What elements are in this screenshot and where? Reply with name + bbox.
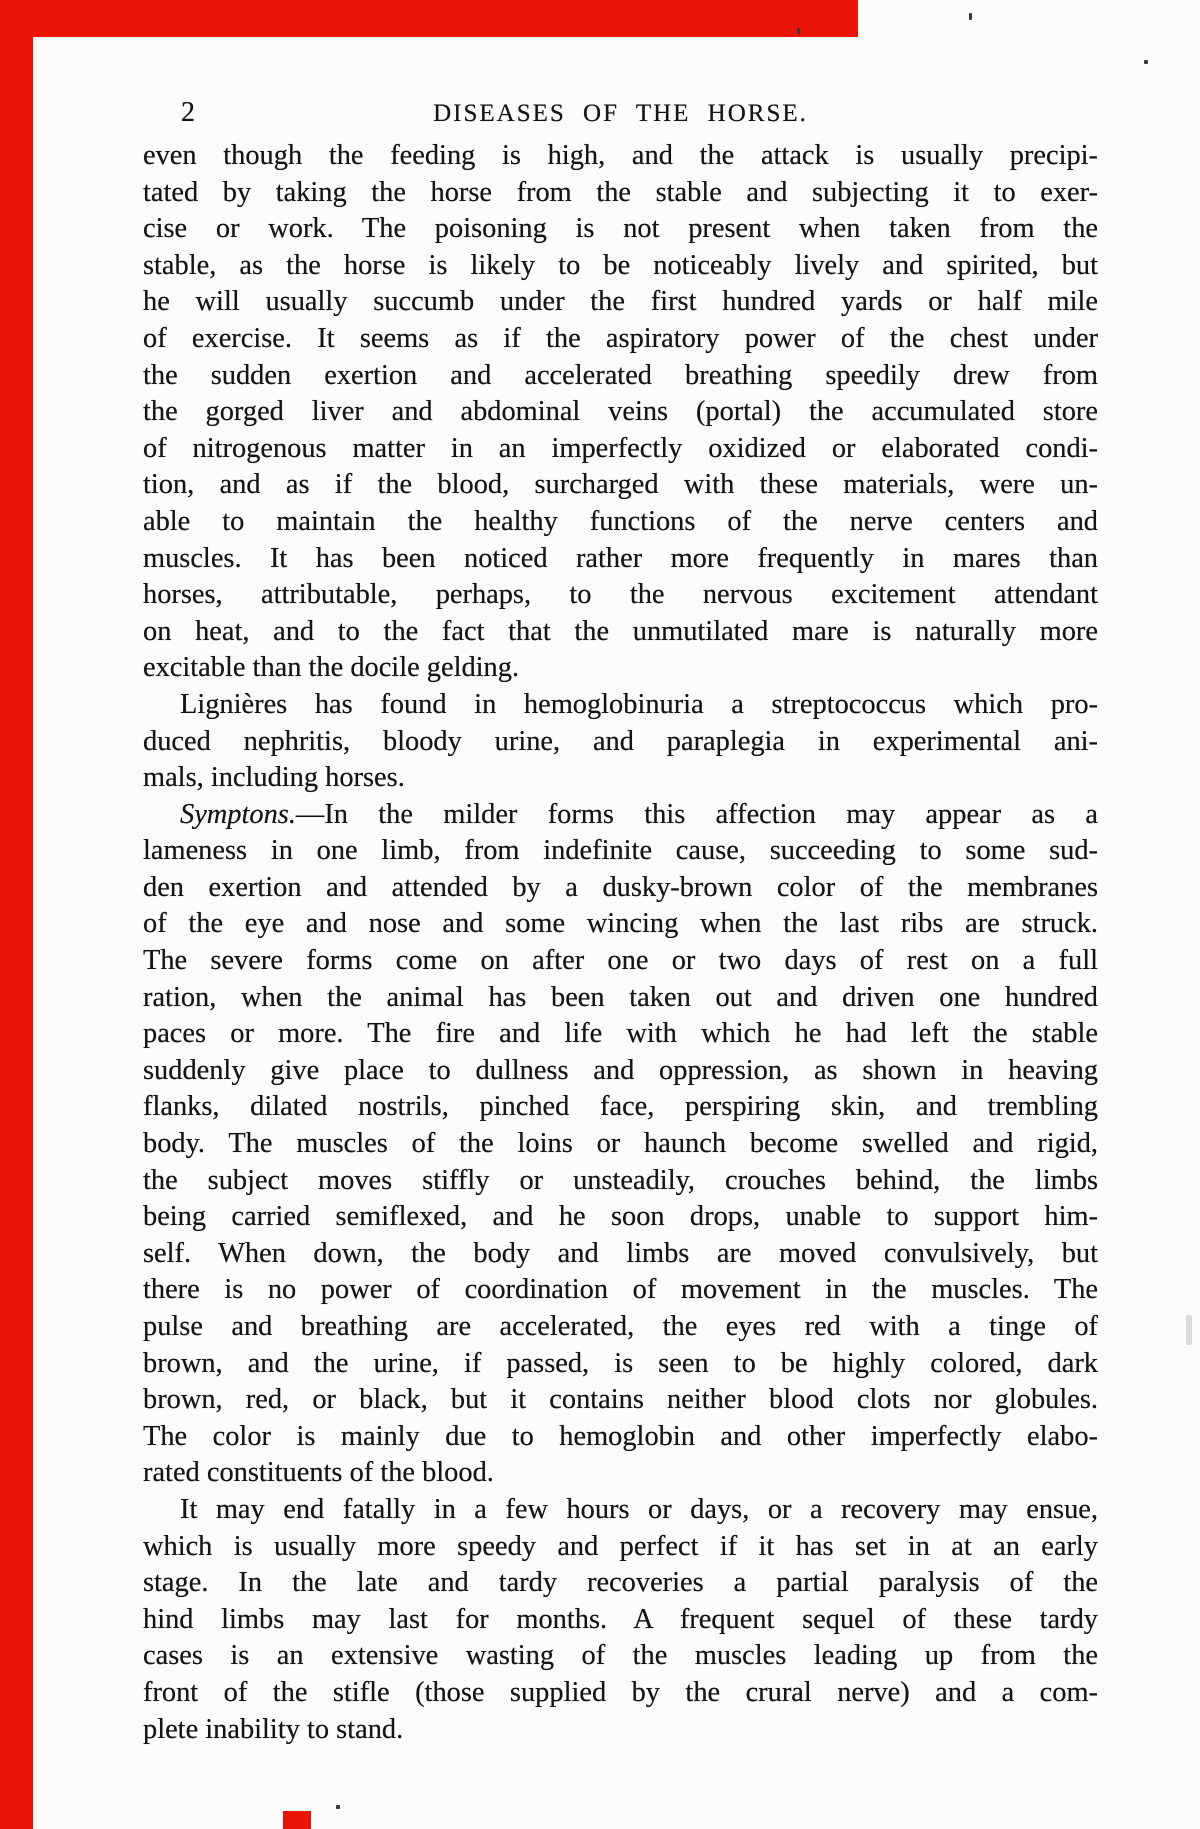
italic-lead-word: Symptons. — [180, 798, 296, 830]
text-line: there is no power of coordination of movement in the muscles. The — [143, 1274, 1098, 1306]
text-line: rated constituents of the blood. — [143, 1457, 494, 1489]
ink-speck — [336, 1805, 340, 1809]
text-line: mals, including horses. — [143, 762, 405, 794]
text-line: tated by taking the horse from the stable and subjecting it to exer- — [143, 176, 1098, 208]
scan-smudge — [1186, 1315, 1192, 1345]
text-line: cases is an extensive wasting of the muscles leading up from the — [143, 1640, 1098, 1672]
text-line: The color is mainly due to hemoglobin and other imperfectly elabo- — [143, 1420, 1098, 1452]
text-line: flanks, dilated nostrils, pinched face, perspiring skin, and trembling — [143, 1091, 1098, 1123]
text-line: the gorged liver and abdominal veins (portal) the accumulated store — [143, 396, 1098, 428]
page-header — [143, 96, 1098, 132]
text-line: being carried semiflexed, and he soon drops, unable to support him- — [143, 1201, 1098, 1233]
text-line: The severe forms come on after one or two days of rest on a full — [143, 945, 1098, 977]
text-line: he will usually succumb under the first hundred yards or half mile — [143, 286, 1098, 318]
text-line: the sudden exertion and accelerated breathing speedily drew from — [143, 359, 1098, 391]
text-line: lameness in one limb, from indefinite cause, succeeding to some sud- — [143, 835, 1098, 867]
text-line: body. The muscles of the loins or haunch become swelled and rigid, — [143, 1128, 1098, 1160]
text-line: excitable than the docile gelding. — [143, 652, 520, 684]
text-line: front of the stifle (those supplied by the crural nerve) and a com- — [143, 1676, 1098, 1708]
text-line: It may end fatally in a few hours or days, or a recovery may ensue, — [180, 1493, 1098, 1525]
text-line: the subject moves stiffly or unsteadily, crouches behind, the limbs — [143, 1164, 1098, 1196]
ink-speck — [1144, 60, 1148, 64]
body-text — [143, 138, 1098, 1748]
text-line: Lignières has found in hemoglobinuria a streptococcus which pro- — [180, 688, 1098, 720]
text-line: stage. In the late and tardy recoveries a partial paralysis of the — [143, 1567, 1098, 1599]
text-line: cise or work. The poisoning is not present when taken from the — [143, 213, 1098, 245]
text-line: plete inability to stand. — [143, 1713, 404, 1745]
text-line: on heat, and to the fact that the unmutilated mare is naturally more — [143, 615, 1098, 647]
text-line: even though the feeding is high, and the attack is usually precipi- — [143, 140, 1098, 171]
text-line: self. When down, the body and limbs are moved convulsively, but — [143, 1237, 1098, 1269]
text-line: able to maintain the healthy functions of the nerve centers and — [143, 505, 1098, 537]
scan-red-left-bar — [0, 0, 33, 1829]
scan-red-top-bar — [0, 0, 858, 37]
text-line: of nitrogenous matter in an imperfectly oxidized or elaborated condi- — [143, 432, 1098, 464]
text-line: of exercise. It seems as if the aspiratory power of the chest under — [143, 322, 1098, 354]
running-header: DISEASES OF THE HORSE. — [433, 100, 808, 127]
text-line: hind limbs may last for months. A frequent sequel of these tardy — [143, 1603, 1098, 1635]
text-line: of the eye and nose and some wincing when the last ribs are struck. — [143, 908, 1098, 940]
text-line: Symptons.—In the milder forms this affection may appear as a — [180, 798, 1098, 830]
text-line: muscles. It has been noticed rather more frequently in mares than — [143, 542, 1098, 574]
text-line: den exertion and attended by a dusky-brown color of the membranes — [143, 871, 1098, 903]
scan-red-bottom-tab — [283, 1811, 311, 1829]
text-line: tion, and as if the blood, surcharged with these materials, were un- — [143, 469, 1098, 501]
text-line: pulse and breathing are accelerated, the eyes red with a tinge of — [143, 1311, 1098, 1342]
text-line: brown, and the urine, if passed, is seen to be highly colored, dark — [143, 1347, 1098, 1379]
text-line: stable, as the horse is likely to be noticeably lively and spirited, but — [143, 249, 1098, 281]
page-number: 2 — [181, 97, 195, 128]
text-line: duced nephritis, bloody urine, and paraplegia in experimental ani- — [143, 725, 1098, 757]
text-line: horses, attributable, perhaps, to the nervous excitement attendant — [143, 579, 1098, 611]
text-line: paces or more. The fire and life with which he had left the stable — [143, 1018, 1098, 1050]
text-line: which is usually more speedy and perfect if it has set in at an early — [143, 1530, 1098, 1562]
ink-speck — [969, 13, 972, 20]
ink-speck — [797, 28, 800, 34]
text-line: brown, red, or black, but it contains neither blood clots nor globules. — [143, 1384, 1098, 1416]
text-line: ration, when the animal has been taken out and driven one hundred — [143, 981, 1098, 1013]
text-line: suddenly give place to dullness and oppression, as shown in heaving — [143, 1054, 1098, 1086]
